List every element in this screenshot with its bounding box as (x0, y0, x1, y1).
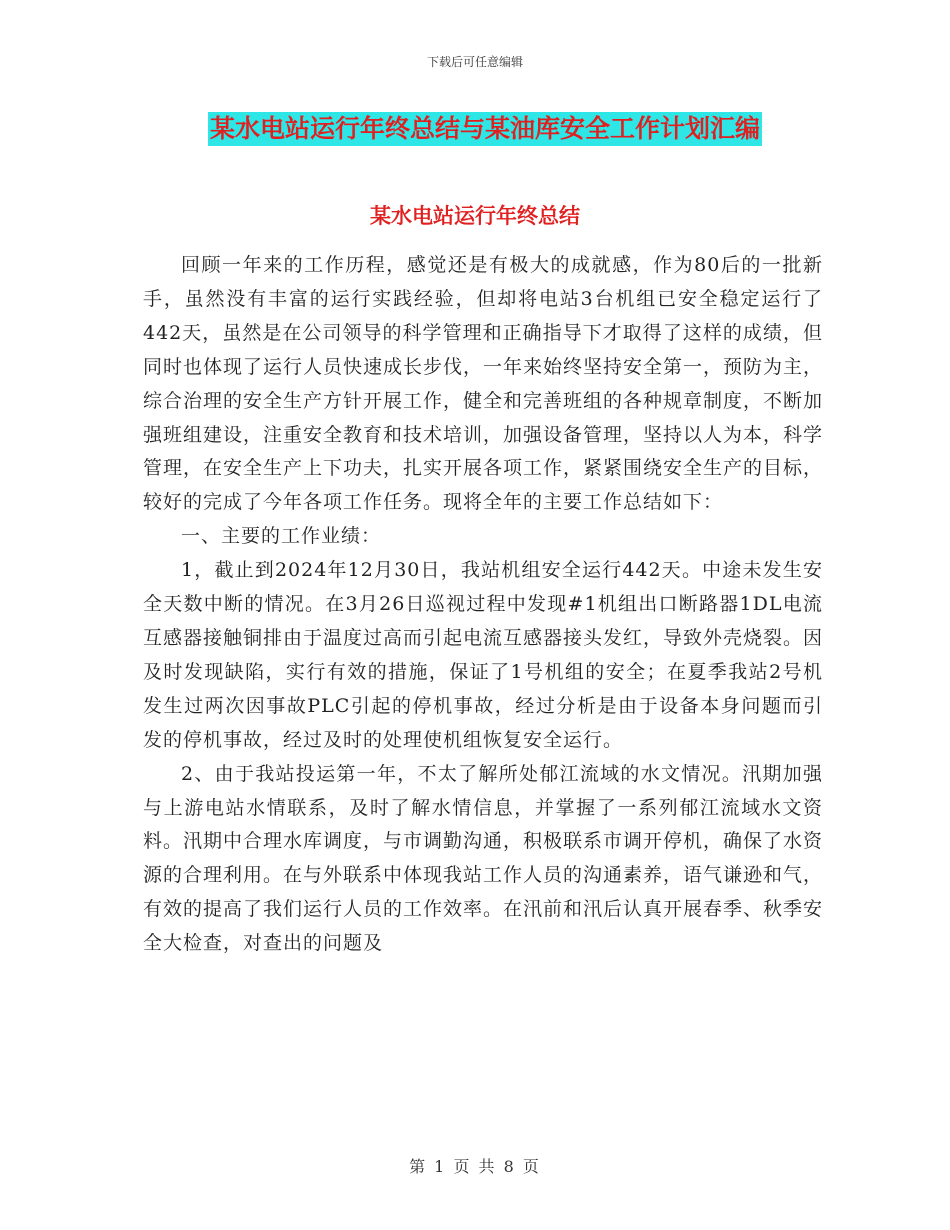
paragraph-item-1: 1，截止到2024年12月30日，我站机组安全运行442天。中途未发生安全天数中断的情况。在3月26日巡视过程中发现#1机组出口断路器1DL电流互感器接触铜排由于温度过高而引起电流互感器接头发红，导致外壳烧裂。因及时发现缺陷，实行有效的措施，保证了1号机组的安全；在夏季我站2号机发生过两次因事故PLC引起的停机事故，经过分析是由于设备本身问题而引发的停机事故，经过及时的处理使机组恢复安全运行。 (143, 559, 824, 751)
document-title: 某水电站运行年终总结与某油库安全工作计划汇编 (208, 112, 762, 146)
document-body (143, 249, 823, 961)
header-note: 下载后可任意编辑 (426, 55, 523, 69)
section-title: 某水电站运行年终总结 (370, 204, 580, 228)
paragraph-intro: 回顾一年来的工作历程，感觉还是有极大的成就感，作为80后的一批新手，虽然没有丰富的运行实践经验，但却将电站3台机组已安全稳定运行了442天，虽然是在公司领导的科学管理和正确指导下才取得了这样的成绩，但同时也体现了运行人员快速成长步伐，一年来始终坚持安全第一，预防为主，综合治理的安全生产方针开展工作，健全和完善班组的各种规章制度，不断加强班组建设，注重安全教育和技术培训，加强设备管理，坚持以人为本，科学管理，在安全生产上下功夫，扎实开展各项工作，紧紧围绕安全生产的目标，较好的完成了今年各项工作任务。现将全年的主要工作总结如下： (143, 254, 824, 514)
paragraph-item-2: 2、由于我站投运第一年，不太了解所处郁江流域的水文情况。汛期加强与上游电站水情联系，及时了解水情信息，并掌握了一系列郁江流域水文资料。汛期中合理水库调度，与市调勤沟通，积极联系市调开停机，确保了水资源的合理利用。在与外联系中体现我站工作人员的沟通素养，语气谦逊和气，有效的提高了我们运行人员的工作效率。在汛前和汛后认真开展春季、秋季安全大检查，对查出的问题及 (143, 762, 824, 955)
page-number: 第 1 页 共 8 页 (409, 1157, 541, 1176)
paragraph-heading-achievements: 一、主要的工作业绩： (181, 525, 382, 548)
